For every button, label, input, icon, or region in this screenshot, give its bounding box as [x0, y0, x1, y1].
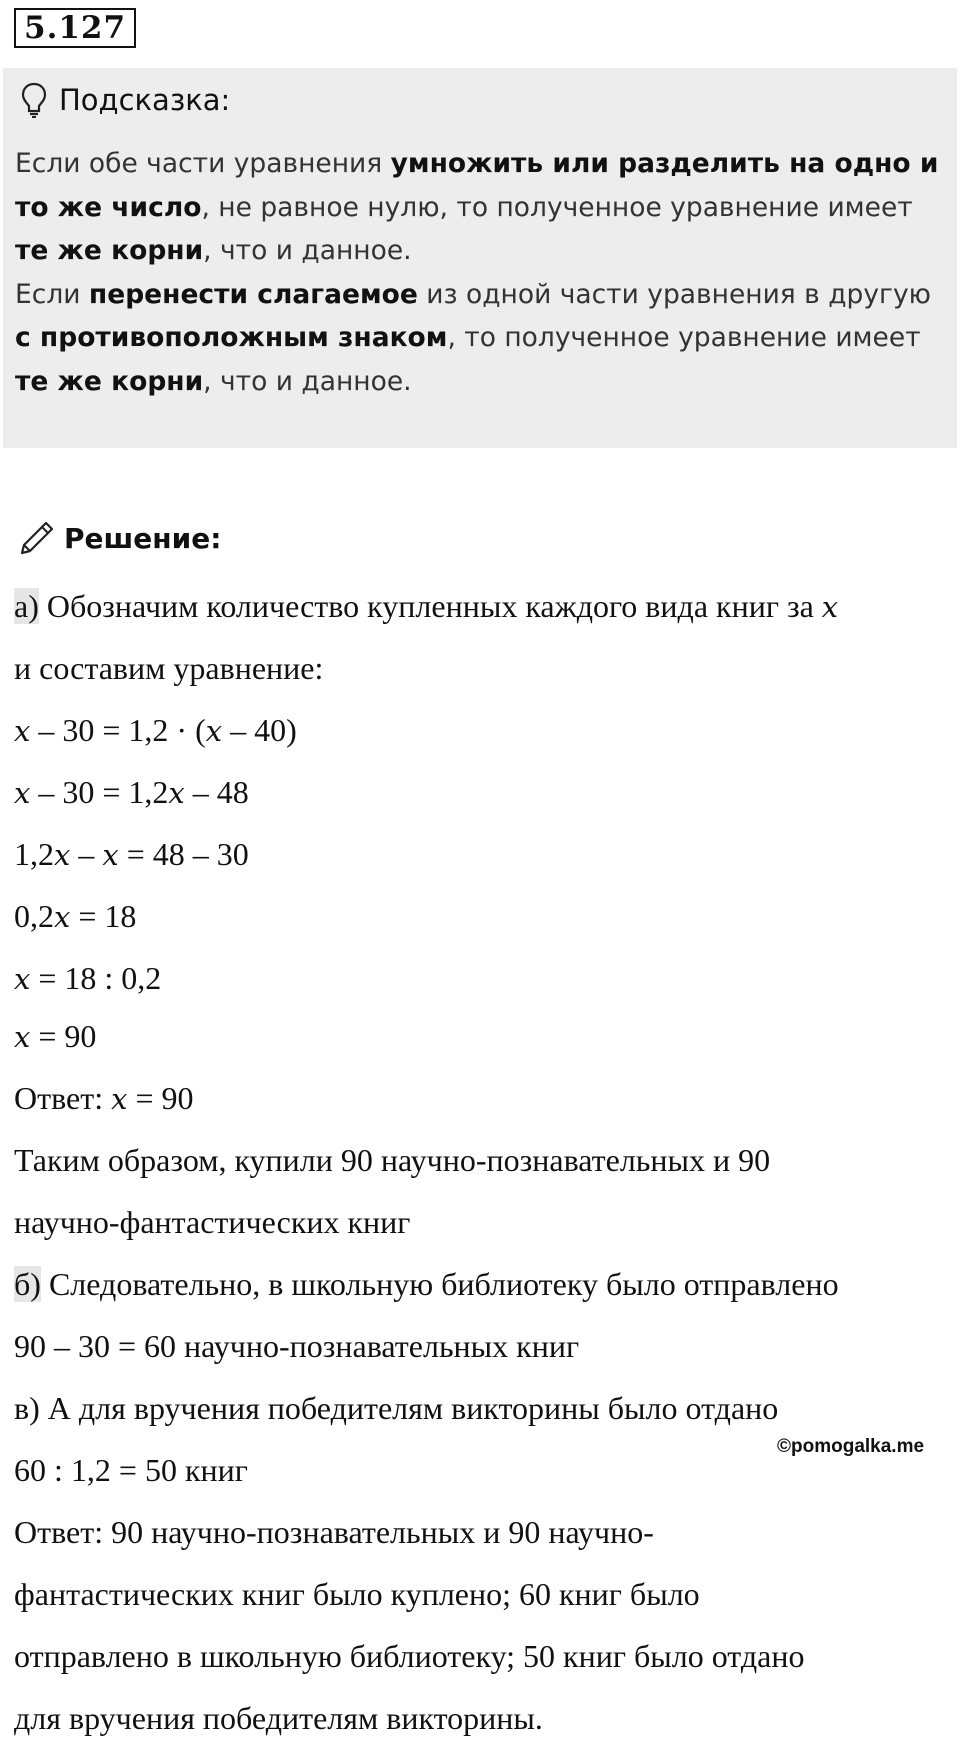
equation-line: 1,2x – x = 48 – 30 — [14, 836, 249, 872]
equation-line: x = 18 : 0,2 — [14, 960, 162, 996]
problem-number: 5.127 — [14, 8, 136, 48]
equation-line: 0,2x = 18 — [14, 898, 137, 934]
final-answer-line: отправлено в школьную библиотеку; 50 книг было отдано — [14, 1638, 805, 1674]
equation-line: x – 30 = 1,2x – 48 — [14, 774, 249, 810]
solution-line: научно-фантастических книг — [14, 1204, 411, 1240]
variable: x — [14, 776, 31, 810]
variable: x — [54, 900, 71, 934]
solution-line: и составим уравнение: — [14, 650, 324, 686]
hint-paragraph-2: Если перенести слагаемое из одной части уравнения в другую с противоположным знаком, то полученное уравнение имеет те же корни, что и данное. — [15, 278, 931, 397]
hint-title: Подсказка: — [59, 83, 231, 117]
hint-header — [21, 80, 230, 120]
equation-line: x – 30 = 1,2 · (x – 40) — [14, 712, 297, 748]
solution-line: Таким образом, купили 90 научно-познавательных и 90 — [14, 1142, 771, 1178]
item-marker-b: б) — [14, 1266, 41, 1302]
final-answer-line: Ответ: 90 научно-познавательных и 90 научно- — [14, 1514, 654, 1550]
solution-title: Решение: — [64, 521, 222, 555]
hint-emphasis: те же корни — [15, 235, 204, 266]
solution-line: 90 – 30 = 60 научно-познавательных книг — [14, 1328, 580, 1364]
pencil-icon — [18, 519, 56, 557]
solution-line: в) А для вручения победителям викторины было отдано — [14, 1390, 779, 1426]
item-marker-a: а) — [14, 588, 39, 624]
watermark: ©pomogalka.me — [777, 1436, 925, 1457]
hint-box — [3, 68, 957, 448]
hint-emphasis: с противоположным знаком — [15, 322, 448, 353]
variable: x — [102, 838, 119, 872]
variable: x — [111, 1082, 128, 1116]
hint-paragraph-1: Если обе части уравнения умножить или разделить на одно и то же число, не равное нулю, то полученное уравнение имеет те же корни, что и данное. — [15, 148, 939, 266]
variable: x — [14, 1020, 31, 1054]
variable: x — [14, 962, 31, 996]
solution-line: б) Следовательно, в школьную библиотеку было отправлено — [14, 1266, 839, 1302]
solution-line: а) Обозначим количество купленных каждого вида книг за x — [14, 588, 839, 624]
answer-line: Ответ: x = 90 — [14, 1080, 194, 1116]
variable: x — [14, 714, 31, 748]
hint-emphasis: те же корни — [15, 365, 204, 397]
final-answer-line: фантастических книг было куплено; 60 книг было — [14, 1576, 700, 1612]
variable: x — [821, 590, 839, 624]
variable: x — [205, 714, 223, 748]
equation-line: x = 90 — [14, 1018, 97, 1054]
final-answer-line: для вручения победителям викторины. — [14, 1700, 543, 1736]
variable: x — [54, 838, 71, 872]
variable: x — [168, 776, 185, 810]
solution-header — [18, 516, 221, 560]
hint-emphasis: умножить или разделить на одно и то же число — [15, 148, 939, 223]
hint-emphasis: перенести слагаемое — [88, 278, 418, 310]
hint-body — [15, 142, 950, 403]
solution-line: 60 : 1,2 = 50 книг — [14, 1452, 248, 1488]
lightbulb-icon — [21, 82, 47, 118]
